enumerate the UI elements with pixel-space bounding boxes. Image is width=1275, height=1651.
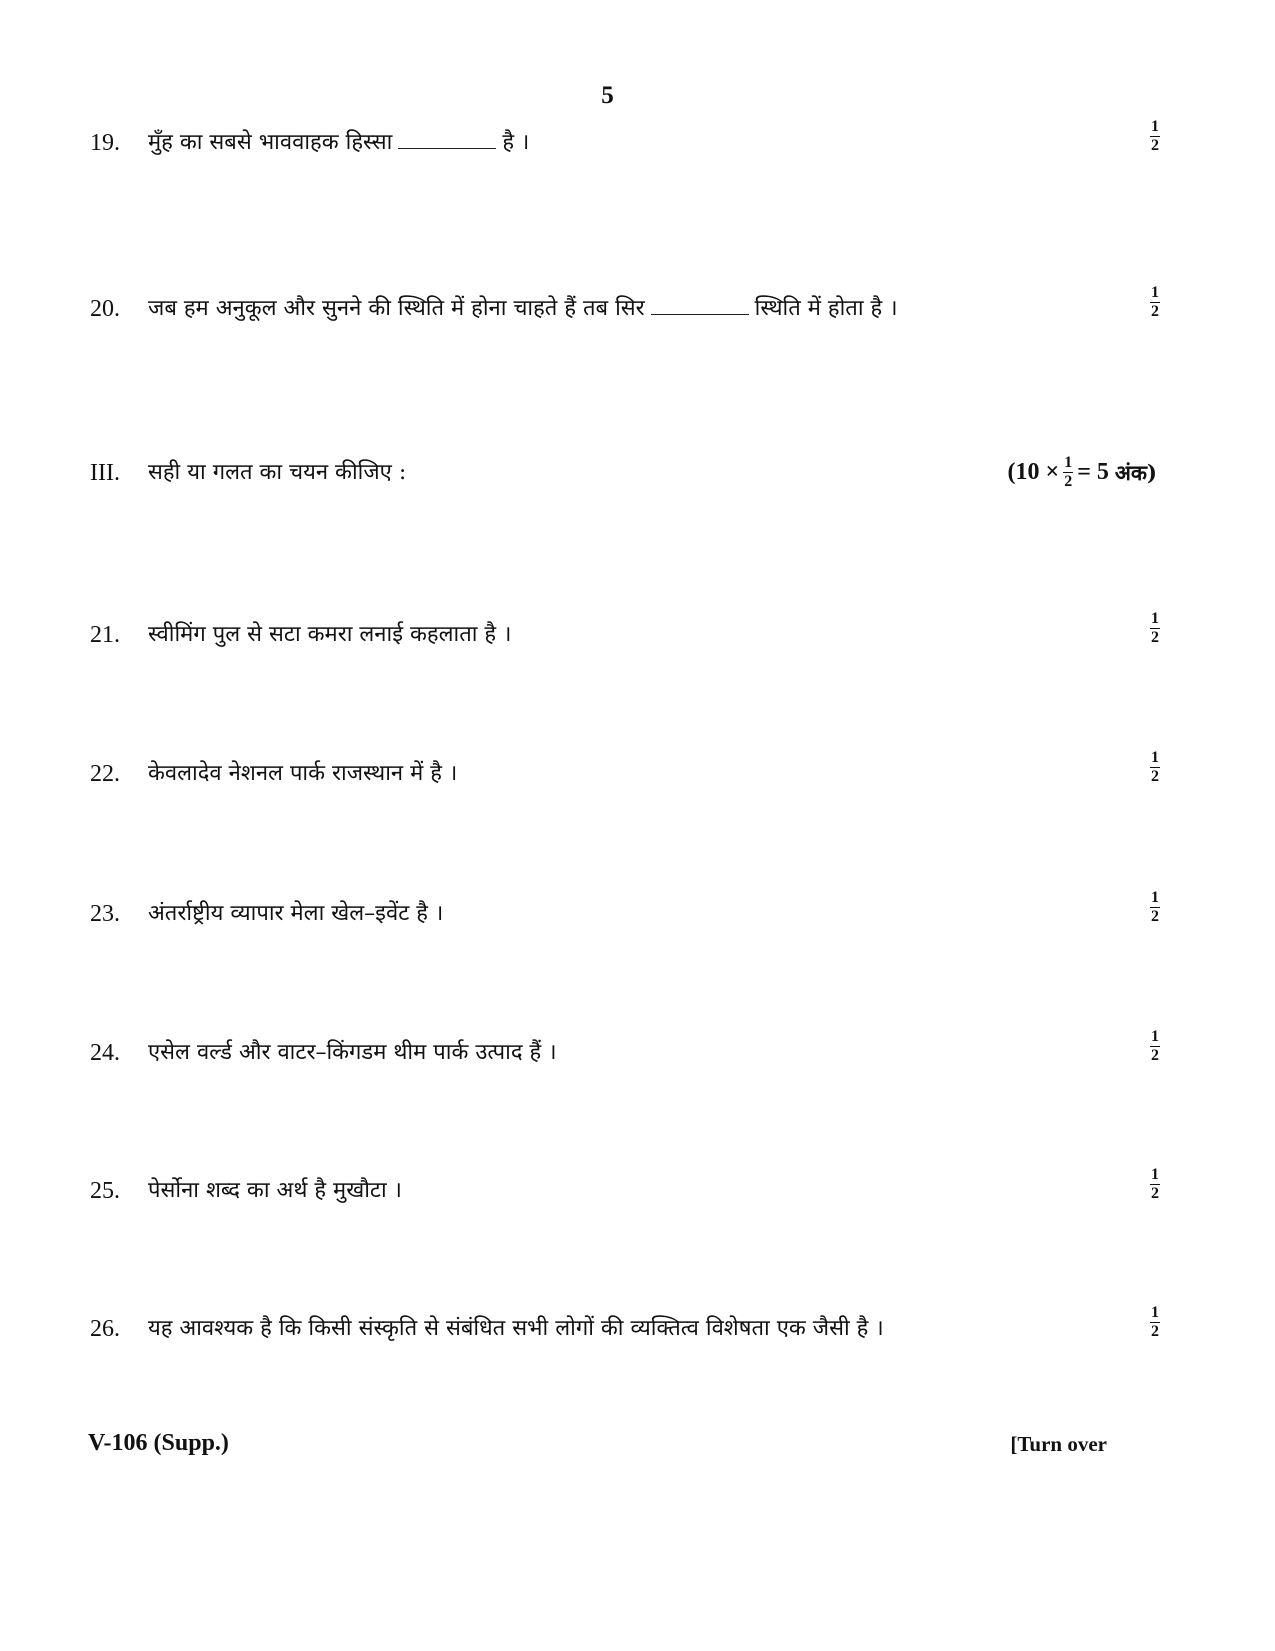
question-text-before: जब हम अनुकूल और सुनने की स्थिति में होना चाहते हैं तब सिर — [148, 296, 645, 321]
question-25 — [0, 1166, 1275, 1226]
marks-fraction — [1150, 889, 1160, 926]
question-21 — [0, 610, 1275, 670]
section-marks-fraction — [1063, 454, 1073, 491]
marks-denominator: 2 — [1151, 1185, 1159, 1202]
marks-fraction — [1150, 749, 1160, 786]
section-marks-prefix: (10 × — [1007, 459, 1060, 485]
marks-denominator: 2 — [1151, 908, 1159, 925]
marks-fraction — [1150, 1304, 1160, 1341]
marks-fraction — [1150, 610, 1160, 647]
question-text: केवलादेव नेशनल पार्क राजस्थान में है । — [148, 761, 458, 786]
marks-numerator: 1 — [1151, 284, 1159, 301]
fill-blank — [651, 294, 749, 315]
question-number: 22. — [90, 761, 120, 787]
question-number: 23. — [90, 901, 120, 927]
marks-fraction — [1150, 118, 1160, 155]
question-19 — [0, 118, 1275, 178]
section-number: III. — [90, 460, 120, 486]
question-text — [148, 128, 529, 158]
question-text: पेर्सोना शब्द का अर्थ है मुखौटा । — [148, 1178, 403, 1203]
marks-denominator: 2 — [1064, 473, 1073, 490]
question-text: एसेल वर्ल्ड और वाटर–किंगडम थीम पार्क उत्पाद हैं । — [148, 1040, 557, 1065]
marks-numerator: 1 — [1064, 454, 1073, 471]
question-text-after: स्थिति में होता है । — [754, 296, 898, 321]
marks-denominator: 2 — [1151, 768, 1159, 785]
fill-blank — [398, 128, 496, 149]
marks-numerator: 1 — [1151, 118, 1159, 135]
marks-numerator: 1 — [1151, 1304, 1159, 1321]
marks-numerator: 1 — [1151, 1028, 1159, 1045]
question-number: 19. — [90, 130, 120, 156]
question-text-before: मुँह का सबसे भाववाहक हिस्सा — [148, 130, 393, 155]
marks-denominator: 2 — [1151, 1047, 1159, 1064]
question-number: 21. — [90, 622, 120, 648]
section-marks — [1008, 454, 1157, 491]
question-number: 26. — [90, 1316, 120, 1342]
question-text: स्वीमिंग पुल से सटा कमरा लनाई कहलाता है । — [148, 622, 512, 647]
question-number: 24. — [90, 1040, 120, 1066]
marks-numerator: 1 — [1151, 889, 1159, 906]
question-number: 25. — [90, 1178, 120, 1204]
section-title: सही या गलत का चयन कीजिए : — [148, 460, 407, 485]
marks-fraction — [1150, 1166, 1160, 1203]
question-number: 20. — [90, 296, 120, 322]
marks-denominator: 2 — [1151, 1323, 1159, 1340]
marks-fraction — [1150, 1028, 1160, 1065]
question-text: अंतर्राष्ट्रीय व्यापार मेला खेल–इवेंट है । — [148, 901, 444, 926]
question-text-after: है । — [502, 130, 530, 155]
section-heading — [0, 454, 1275, 508]
section-marks-total: = 5 — [1077, 459, 1109, 485]
marks-numerator: 1 — [1151, 1166, 1159, 1183]
paper-code: V-106 (Supp.) — [88, 1430, 229, 1456]
marks-denominator: 2 — [1151, 137, 1159, 154]
question-text: यह आवश्यक है कि किसी संस्कृति से संबंधित सभी लोगों की व्यक्तित्व विशेषता एक जैसी है । — [148, 1316, 884, 1341]
page-number: 5 — [601, 82, 614, 109]
marks-numerator: 1 — [1151, 749, 1159, 766]
marks-fraction — [1150, 284, 1160, 321]
question-20 — [0, 284, 1275, 344]
marks-denominator: 2 — [1151, 303, 1159, 320]
question-text — [148, 294, 898, 324]
question-24 — [0, 1028, 1275, 1088]
marks-numerator: 1 — [1151, 610, 1159, 627]
section-marks-word: अंक) — [1114, 459, 1157, 485]
question-26 — [0, 1304, 1275, 1364]
turn-over-note: [Turn over — [1010, 1432, 1107, 1456]
question-22 — [0, 749, 1275, 809]
marks-denominator: 2 — [1151, 629, 1159, 646]
question-23 — [0, 889, 1275, 949]
